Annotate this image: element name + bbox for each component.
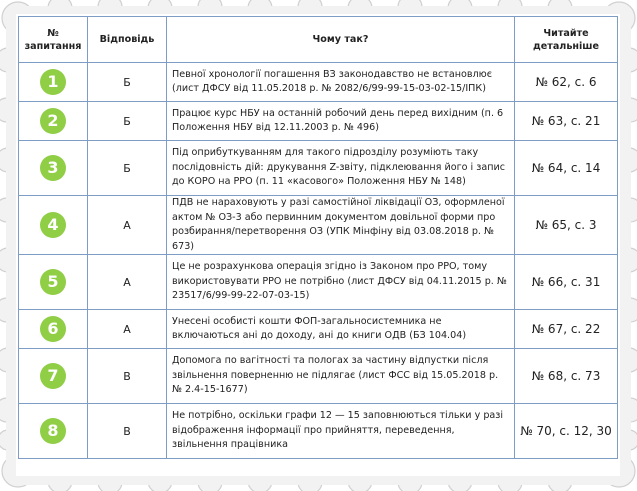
explanation-cell: Певної хронології погашення ВЗ законодавство не встановлює (лист ДФСУ від 11.05.2018 р. № 2082/6/99-99-15-03-02-15/ІПК): [167, 63, 515, 102]
number-badge: 8: [40, 418, 66, 444]
explanation-cell: ПДВ не нараховують у разі самостійної ліквідації ОЗ, оформленої актом № ОЗ-3 або первинним документом довільної форми про розбирання/перетворення ОЗ (УПК Мінфіну від 03.08.2018 р. № 673): [167, 196, 515, 255]
answer-cell: А: [88, 196, 167, 255]
table-row: [19, 141, 618, 196]
answers-table: [18, 16, 618, 459]
answer-cell: Б: [88, 63, 167, 102]
explanation-cell: Унесені особисті кошти ФОП-загальносистемника не включаються ані до доходу, ані до книги ОДВ (БЗ 104.04): [167, 310, 515, 349]
reference-cell: № 70, с. 12, 30: [515, 404, 618, 459]
explanation-cell: Не потрібно, оскільки графи 12 — 15 заповнюються тільки у разі відображення інформації про прийняття, переведення, звільнення працівника: [167, 404, 515, 459]
table-row: [19, 310, 618, 349]
row-number-cell: [19, 349, 88, 404]
answer-cell: Б: [88, 102, 167, 141]
reference-cell: № 62, с. 6: [515, 63, 618, 102]
reference-cell: № 64, с. 14: [515, 141, 618, 196]
answer-cell: В: [88, 404, 167, 459]
row-number-cell: [19, 102, 88, 141]
number-badge: 1: [40, 69, 66, 95]
reference-cell: № 68, с. 73: [515, 349, 618, 404]
header-row: [19, 17, 618, 63]
row-number-cell: [19, 141, 88, 196]
row-number-cell: [19, 404, 88, 459]
answer-cell: Б: [88, 141, 167, 196]
table-row: [19, 63, 618, 102]
table-row: [19, 255, 618, 310]
number-badge: 4: [40, 212, 66, 238]
table-row: [19, 349, 618, 404]
number-badge: 3: [40, 155, 66, 181]
answer-cell: В: [88, 349, 167, 404]
reference-cell: № 65, с. 3: [515, 196, 618, 255]
reference-cell: № 67, с. 22: [515, 310, 618, 349]
explanation-cell: Це не розрахункова операція згідно із Законом про РРО, тому використовувати РРО не потрібно (лист ДФСУ від 04.11.2015 р. № 23517/6/99-99-22-07-03-15): [167, 255, 515, 310]
number-badge: 7: [40, 363, 66, 389]
header-why: Чому так?: [167, 17, 515, 63]
header-read-more: Читайте детальніше: [515, 17, 618, 63]
row-number-cell: [19, 63, 88, 102]
row-number-cell: [19, 310, 88, 349]
explanation-cell: Під оприбуткуванням для такого підрозділу розуміють таку послідовність дій: друкування Z-звіту, підклеювання його і запис до КОРО на РРО (п. 11 «касового» Положення НБУ № 148): [167, 141, 515, 196]
number-badge: 6: [40, 316, 66, 342]
header-answer: Відповідь: [88, 17, 167, 63]
row-number-cell: [19, 255, 88, 310]
header-number: № запитання: [19, 17, 88, 63]
answer-cell: А: [88, 310, 167, 349]
table-row: [19, 102, 618, 141]
reference-cell: № 66, с. 31: [515, 255, 618, 310]
explanation-cell: Допомога по вагітності та пологах за частину відпустки після звільнення поверненню не підлягає (лист ФСС від 15.05.2018 р. № 2.4-15-1677): [167, 349, 515, 404]
row-number-cell: [19, 196, 88, 255]
answer-cell: А: [88, 255, 167, 310]
table-row: [19, 196, 618, 255]
table-row: [19, 404, 618, 459]
number-badge: 5: [40, 269, 66, 295]
reference-cell: № 63, с. 21: [515, 102, 618, 141]
explanation-cell: Працює курс НБУ на останній робочий день перед вихідним (п. 6 Положення НБУ від 12.11.2003 р. № 496): [167, 102, 515, 141]
number-badge: 2: [40, 108, 66, 134]
